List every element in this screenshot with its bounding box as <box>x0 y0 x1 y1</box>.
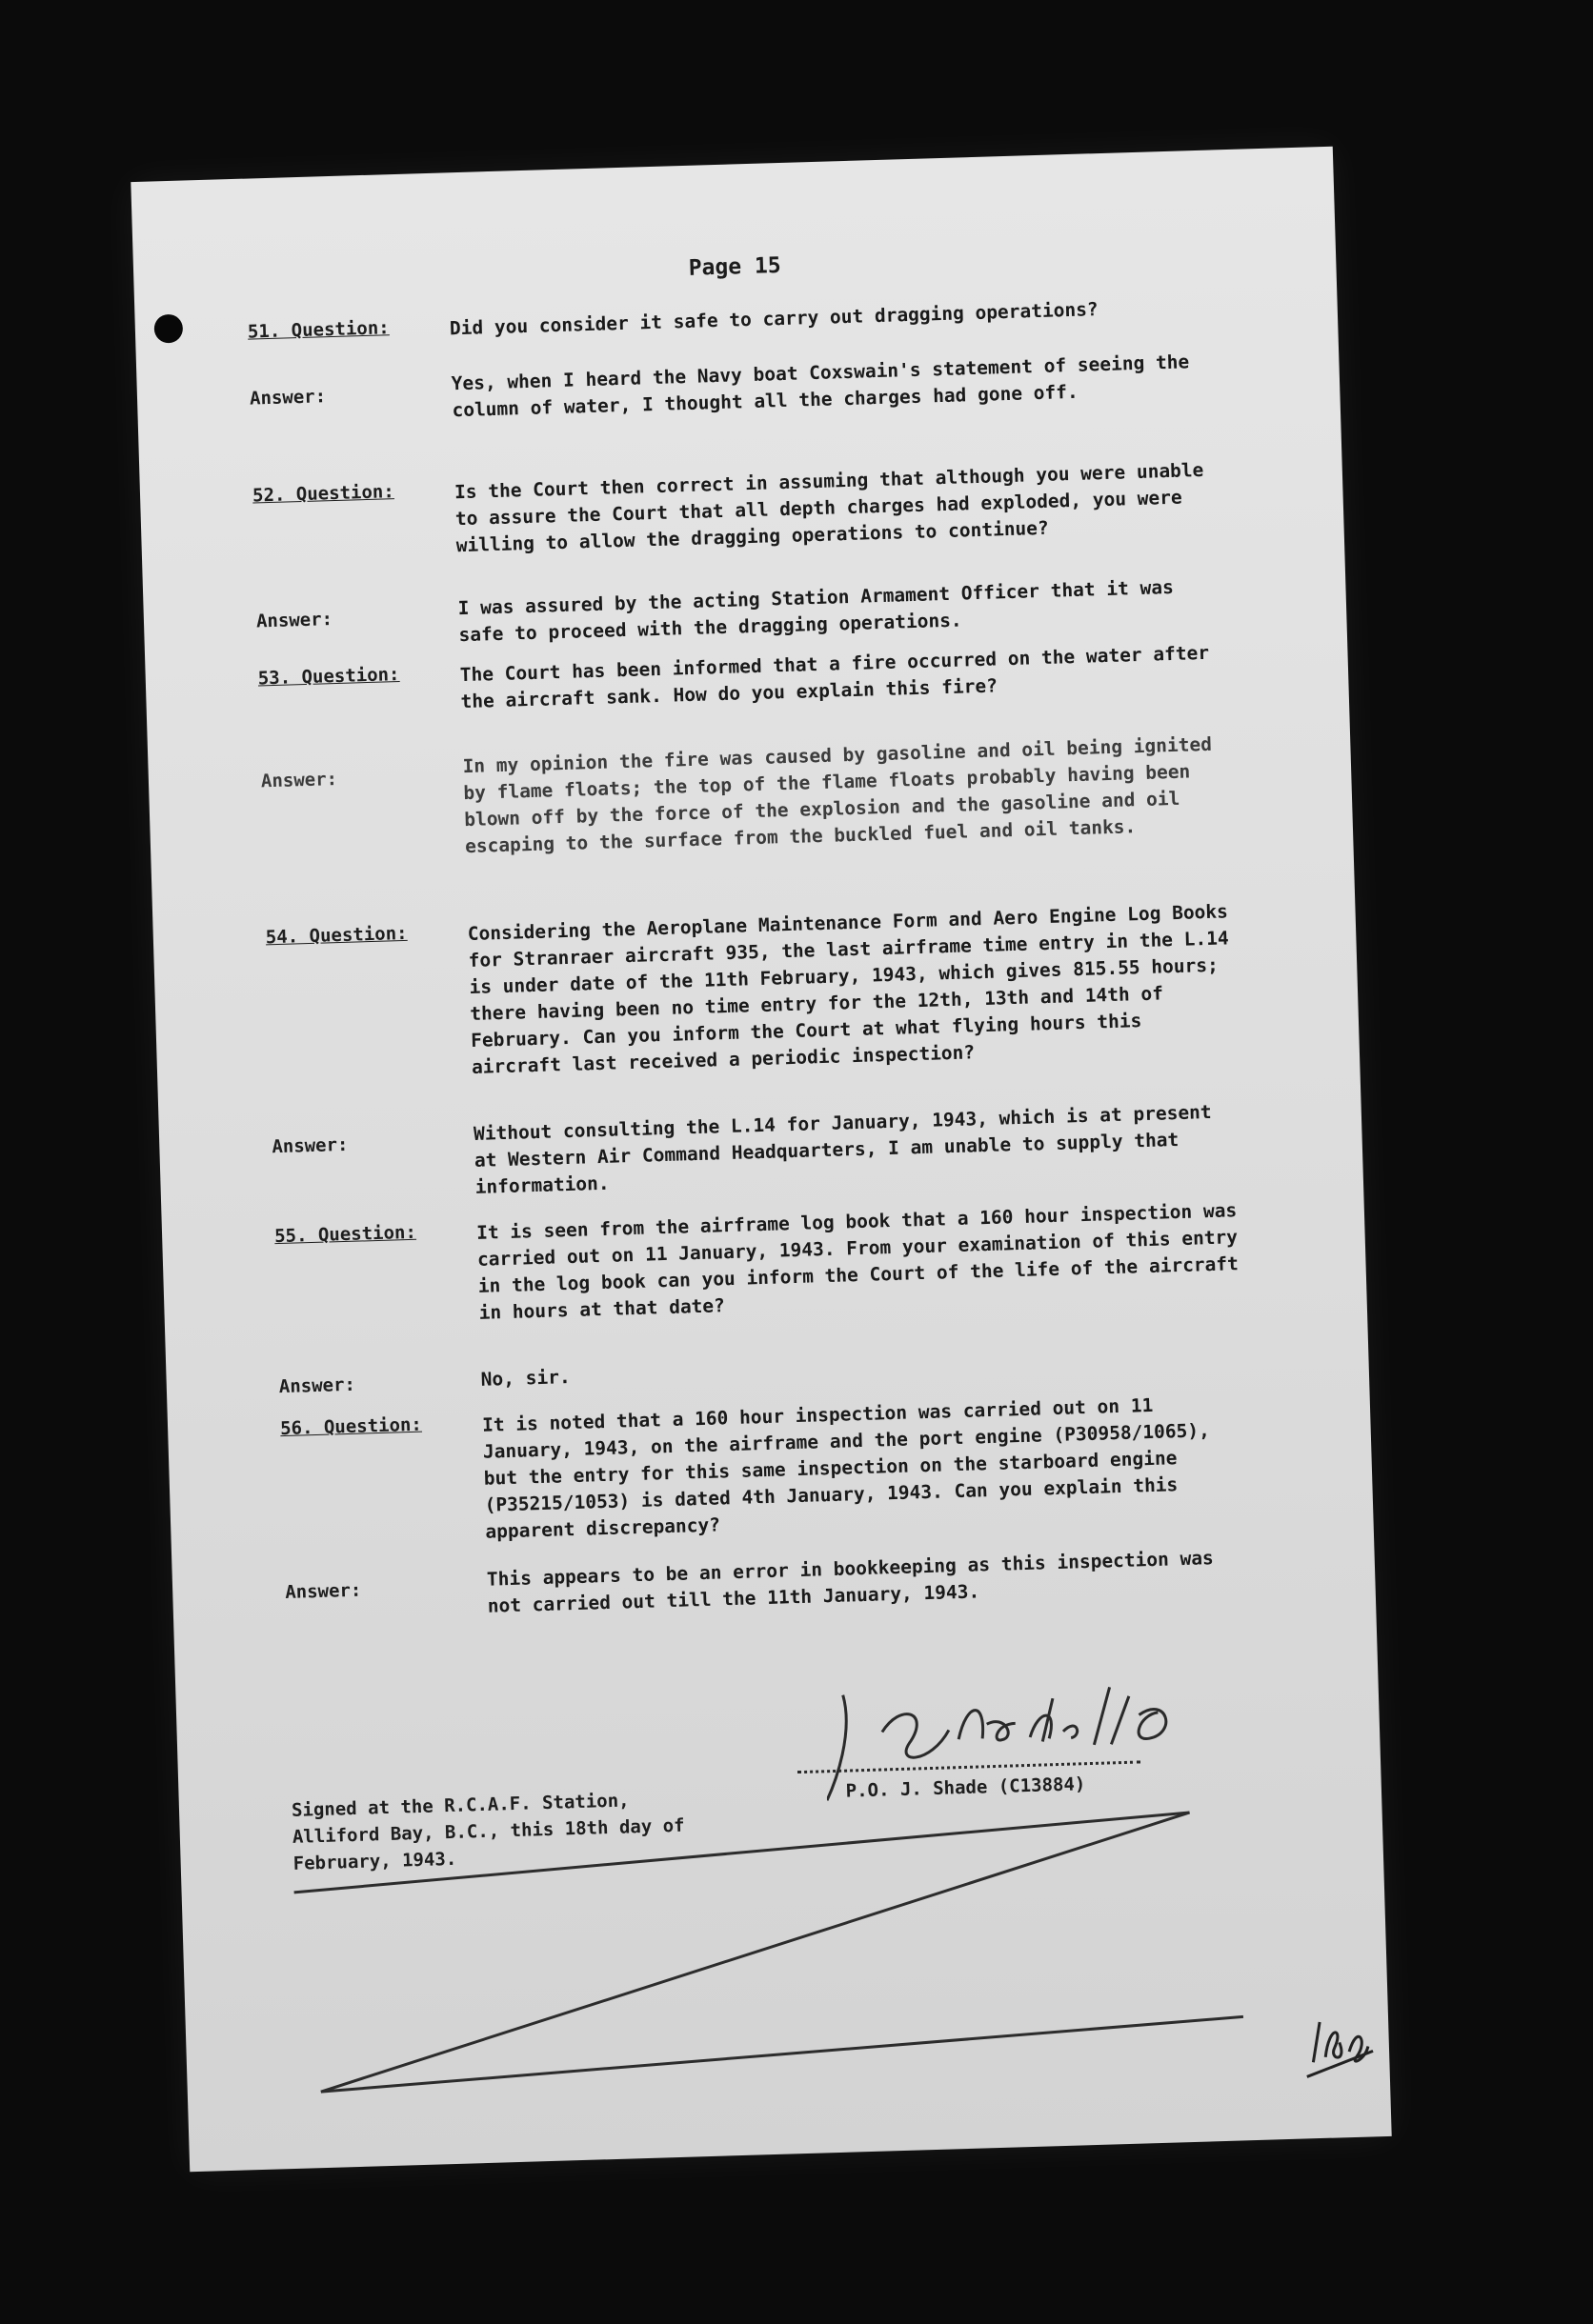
question-label: 54. Question: <box>265 922 408 949</box>
question-text: Is the Court then correct in assuming that although you were unable to assure the Court that all depth charges had exploded, you were willing to allow the dragging operations to continue? <box>454 458 1204 557</box>
question-label: 52. Question: <box>252 481 395 507</box>
answer-text: No, sir. <box>480 1366 571 1391</box>
signer-name: P.O. J. Shade (C13884) <box>845 1773 1086 1802</box>
document-page <box>131 147 1391 2173</box>
answer-text: This appears to be an error in bookkeeping as this inspection was not carried out till the 11th January, 1943. <box>486 1547 1215 1617</box>
answer-text: Without consulting the L.14 for January, 1943, which is at present at Western Air Command Headquarters, I am unable to supply that information. <box>473 1100 1212 1198</box>
signed-at-statement: Signed at the R.C.A.F. Station, Alliford Bay, B.C., this 18th day of February, 1943. <box>291 1790 685 1874</box>
question-label: 55. Question: <box>273 1221 417 1248</box>
answer-text: In my opinion the fire was caused by gasoline and oil being ignited by flame floats; the top of the flame floats probably having been blown off by the force of the explosion and the gasoline and oil escaping to the surface from the buckled fuel and oil tanks. <box>462 732 1213 858</box>
answer-label: Answer: <box>278 1373 356 1398</box>
closing-z-lines <box>131 147 1391 2173</box>
question-text: It is seen from the airframe log book that a 160 hour inspection was carried out on 11 January, 1943. From your examination of this entry in the log book can you inform the Court of the life of the aircraft in hours at that date? <box>475 1199 1240 1324</box>
handwritten-page-stamp <box>1301 2003 1379 2081</box>
answer-label: Answer: <box>249 386 327 410</box>
question-text: It is noted that a 160 hour inspection was carried out on 11 January, 1943, on the airframe and the port engine (P30958/1065), but the entry for this same inspection on the starboard engine (P35215/1053) is dated 4th January, 1943. Can you explain this apparent discrepancy? <box>481 1393 1211 1543</box>
question-text: Did you consider it safe to carry out dragging operations? <box>449 298 1099 340</box>
question-text: Considering the Aeroplane Maintenance Form and Aero Engine Log Books for Stranraer aircraft 935, the last airframe time entry in the L.14 is under date of the 11th February, 1943, which gives 815.55 hours; there having been no time entry for the 12th, 13th and 14th of February. Can you inform the Court at what flying hours this aircraft last received a periodic inspection? <box>467 900 1229 1078</box>
question-text: The Court has been informed that a fire occurred on the water after the aircraft sank. How do you explain this fire? <box>459 641 1210 713</box>
answer-label: Answer: <box>260 769 338 792</box>
answer-label: Answer: <box>284 1579 362 1604</box>
answer-label: Answer: <box>272 1133 349 1158</box>
question-label: 51. Question: <box>247 317 390 343</box>
question-label: 53. Question: <box>257 664 400 690</box>
answer-label: Answer: <box>255 609 333 632</box>
question-label: 56. Question: <box>279 1413 423 1440</box>
page-number: Page 15 <box>688 252 782 281</box>
answer-text: Yes, when I heard the Navy boat Coxswain's statement of seeing the column of water, I thought all the charges had gone off. <box>451 351 1190 422</box>
answer-text: I was assured by the acting Station Armament Officer that it was safe to proceed with the dragging operations. <box>457 575 1175 647</box>
